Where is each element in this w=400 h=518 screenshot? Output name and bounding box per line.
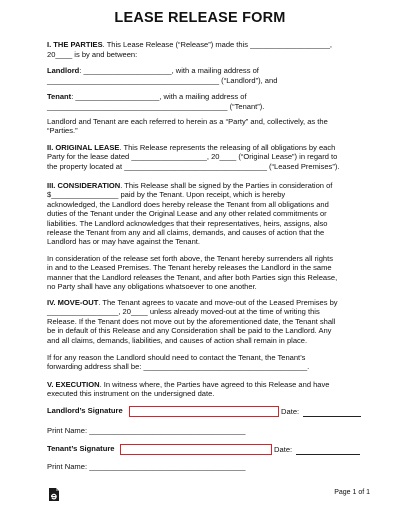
tenant-print-name[interactable]: Print Name: _____________________________________ (47, 462, 246, 471)
parties-heading: I. THE PARTIES (47, 40, 103, 49)
landlord-date-label: Date: (281, 407, 300, 416)
consideration-heading: III. CONSIDERATION (47, 181, 121, 190)
consideration-text: . This Release shall be signed by the Parties in consideration of $________________ paid by the Tenant. Upon receipt, which is hereby acknowledged, the Landlord does hereby release the Tenant from all obligations and duties of the Tenant under the Original Lease and any other related commitments or liabilities. The Landlord acknowledges that their representatives, heirs, assigns, also release the Tenant from any and all claims, demands, and causes of action that the Landlord has or may have against the Tenant. (47, 181, 333, 247)
landlord-line1: : _____________________, with a mailing address of (79, 66, 259, 75)
tenant-line2: ___________________________________________ (“Tenant”). (47, 102, 265, 111)
original-lease-text: . This Release represents the releasing of all obligations by each Party for the lease dated __________________, 20____ (“Original Lease”) in regard to the property located at __________________________________ (“Leased Premises”). (47, 143, 340, 171)
landlord-signature-field[interactable] (129, 406, 279, 417)
consideration-section (47, 181, 357, 247)
page-number: Page 1 of 1 (334, 489, 370, 496)
landlord-date-field[interactable] (303, 416, 361, 417)
execution-text: . In witness where, the Parties have agreed to this Release and have executed this instrument on the undersigned date. (47, 380, 330, 399)
consideration-text2: In consideration of the release set forth above, the Tenant hereby surrenders all rights in and to the Leased Premises. The Tenant hereby releases the Landlord in the same manner that the Landlord releases the Tenant, and after both Parties sign this Release, no Party shall have any obligations whatsoever to one another. (47, 254, 338, 292)
execution-heading: V. EXECUTION (47, 380, 100, 389)
parties-line1: . This Lease Release (“Release”) made this ___________________, (102, 40, 332, 49)
tenant-date-label: Date: (274, 445, 293, 454)
execution-section (47, 380, 357, 399)
tenant-signature-label: Tenant’s Signature (47, 444, 115, 453)
parties-line2: 20____ is by and between: (47, 50, 138, 59)
tenant-label: Tenant (47, 92, 72, 101)
eforms-logo-icon (47, 488, 60, 501)
tenant-row (47, 92, 357, 101)
move-out-heading: IV. MOVE-OUT (47, 298, 99, 307)
landlord-row (47, 66, 357, 75)
landlord-print-name[interactable]: Print Name: _____________________________________ (47, 426, 246, 435)
move-out-text: . The Tenant agrees to vacate and move-out of the Leased Premises by _________________, 20____ unless already moved-out at the time of writing this Release. If the Tenant does not move out by the aforementioned date, the Tenant shall be in default of this Release and any Consideration shall be paid to the Landlord. Any and all claims, demands, liabilities, and causes of action shall remain in place. (47, 298, 338, 345)
original-lease-section (47, 143, 357, 171)
forwarding-address-text: If for any reason the Landlord should need to contact the Tenant, the Tenant’s forwarding address shall be: _______________________________________. (47, 353, 310, 372)
landlord-line2: _________________________________________ (“Landlord”), and (47, 76, 278, 85)
original-lease-heading: II. ORIGINAL LEASE (47, 143, 120, 152)
tenant-signature-field[interactable] (120, 444, 272, 455)
document-title: LEASE RELEASE FORM (114, 10, 286, 26)
landlord-label: Landlord (47, 66, 80, 75)
tenant-date-field[interactable] (296, 454, 360, 455)
party-note: Landlord and Tenant are each referred to herein as a “Party” and, collectively, as the “Parties.” (47, 117, 328, 136)
move-out-section (47, 298, 357, 345)
landlord-signature-label: Landlord’s Signature (47, 406, 123, 415)
tenant-line1: : ____________________, with a mailing address of (71, 92, 247, 101)
parties-section (47, 40, 357, 49)
